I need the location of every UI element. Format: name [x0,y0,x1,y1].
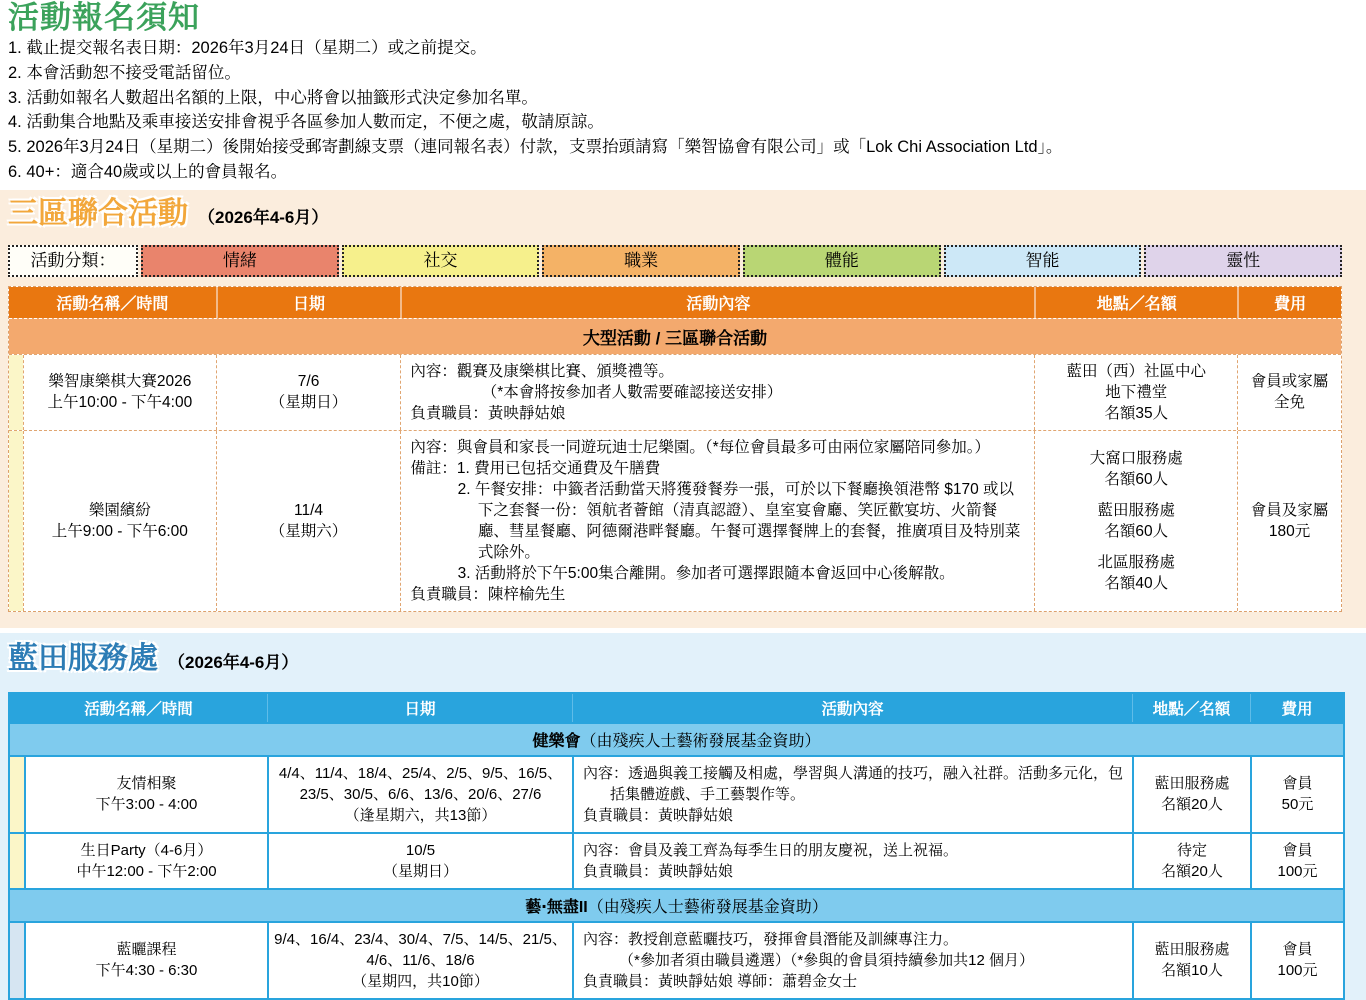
category-color-strip [9,431,23,611]
notice-item-1: 1. 截止提交報名表日期：2026年3月24日（星期二）或之前提交。 [8,39,487,57]
activity-dates: 4/6、11/6、18/6 [366,951,475,969]
fee-who: 會員 [1282,775,1313,793]
activity-date-cell [216,355,401,430]
activity-fee-cell [1237,355,1341,430]
section-lam-tin-centre [0,633,1366,1000]
notice-item-2: 2. 本會活動恕不接受電話留位。 [8,63,241,82]
content-line: 內容：與會員和家長一同遊玩迪士尼樂園。（*每位會員最多可由兩位家屬陪同參加。） [410,438,990,456]
col-header-location: 地點／名額 [1132,694,1250,722]
activity-content-cell [572,923,1132,998]
fee-amount: 100元 [1277,862,1318,880]
content-line: 負責職員：黃映靜姑娘 導師：蕭碧金女士 [583,972,858,990]
group-note: （由殘疾人士藝術發展基金資助） [587,898,828,916]
activity-date: 11/4 [294,501,324,519]
section2-period: （2026年4-6月） [168,652,299,672]
location-line: 藍田（西）社區中心 [1066,362,1207,380]
content-line: （*參加者須由職員遴選）（*參與的會員須持續參加共12 個月） [619,951,1035,969]
notice-item-3: 3. 活動如報名人數超出名額的上限，中心將會以抽籤形式決定參加名單。 [8,88,538,107]
col-header-content: 活動內容 [400,287,1034,318]
table2-group-header-1 [10,722,1343,755]
activity-weekday: （星期日） [269,394,348,412]
activity-name: 生日Party（4-6月） [80,841,213,859]
category-color-strip [10,757,24,832]
location-line: 藍田服務處 [1097,501,1176,519]
activity-name-cell [24,923,267,998]
activity-weekday: （星期四，共10節） [352,972,489,990]
content-line: 內容：會員及義工齊為每季生日的朋友慶祝，送上祝福。 [583,841,959,859]
group-name: 藝‧無盡II [525,898,588,916]
lam-tin-table [8,692,1345,1000]
legend-category-vocation: 職業 [542,245,740,277]
category-legend [8,245,1342,277]
content-line: 負責職員：陳梓榆先生 [410,585,566,603]
fee-who: 會員 [1282,941,1313,959]
activity-content-cell [572,757,1132,832]
activity-content-cell [400,355,1034,430]
content-line: 負責職員：黃映靜姑娘 [583,862,734,880]
fee-amount: 50元 [1281,796,1314,814]
table-row [10,832,1343,888]
activity-fee-cell [1250,923,1343,998]
activity-location-cell [1034,355,1237,430]
activity-name: 樂園繽紛 [88,501,151,519]
location-quota: 名額35人 [1104,404,1169,422]
fee-who: 會員及家屬 [1250,501,1329,519]
activity-time: 下午3:00 - 4:00 [95,796,198,814]
activity-content-cell [572,834,1132,888]
col-header-location: 地點／名額 [1034,287,1237,318]
activity-name-cell [23,355,216,430]
content-line: 2. 午餐安排：中籤者活動當天將獲發餐券一張，可於以下餐廳換領港幣 $170 或以下之套餐一份：領航者薈館（清真認證）、皇室宴會廳、笑匠歡宴坊、火箭餐廳、彗星餐廳、阿德爾港畔餐廳。午餐可選擇餐牌上的套餐，推廣項目及特別菜式除外。 [457,480,1021,561]
activity-location-cell [1132,834,1250,888]
activity-location-cell [1132,757,1250,832]
table2-group-header-2 [10,888,1343,921]
content-line: 內容：觀賽及康樂棋比賽、頒獎禮等。 [410,362,674,380]
activity-fee-cell [1237,431,1341,611]
activity-location-cell [1132,923,1250,998]
activity-name: 樂智康樂棋大賽2026 [48,373,192,391]
activity-weekday: （星期日） [382,862,458,880]
category-color-strip [10,923,24,998]
fee-amount: 全免 [1274,394,1306,412]
section1-period: （2026年4-6月） [198,207,329,227]
location-line: 地下禮堂 [1105,383,1168,401]
activity-date: 7/6 [297,373,320,391]
group-note: （由殘疾人士藝術發展基金資助） [580,732,821,750]
content-line: 負責職員：黃映靜姑娘 [583,806,734,824]
col-header-fee: 費用 [1237,287,1341,318]
activity-location-cell [1034,431,1237,611]
activity-time: 上午10:00 - 下午4:00 [47,394,193,412]
location-quota: 名額40人 [1104,574,1169,592]
col-header-fee: 費用 [1250,694,1343,722]
fee-amount: 100元 [1277,962,1318,980]
activity-name: 藍曬課程 [116,941,177,959]
legend-category-emotion: 情緒 [141,245,339,277]
col-header-date: 日期 [267,694,572,722]
location-line: 北區服務處 [1097,553,1176,571]
activity-time: 上午9:00 - 下午6:00 [51,522,188,540]
activity-name-cell [23,431,216,611]
registration-notice [0,0,1366,185]
location-quota: 名額60人 [1104,522,1169,540]
notice-item-4: 4. 活動集合地點及乘車接送安排會視乎各區參加人數而定，不便之處，敬請原諒。 [8,113,604,132]
fee-who: 會員或家屬 [1250,373,1329,391]
activity-date-cell [267,923,572,998]
activity-dates: 4/4、11/4、18/4、25/4、2/5、9/5、16/5、 [278,764,563,782]
activity-dates: 23/5、30/5、6/6、13/6、20/6、27/6 [299,785,542,803]
activity-name: 友情相聚 [116,775,177,793]
location-quota: 名額20人 [1161,862,1223,880]
section2-title-text: 藍田服務處 [8,641,158,675]
activity-date-cell [267,834,572,888]
content-line: 3. 活動將於下午5:00集合離開。參加者可選擇跟隨本會返回中心後解散。 [457,564,955,582]
fee-who: 會員 [1282,841,1313,859]
legend-category-intellect: 智能 [944,245,1142,277]
content-line: 內容：透過與義工接觸及相處，學習與人溝通的技巧，融入社群。活動多元化，包括集體遊戲、手工藝製作等。 [583,764,1124,803]
location-quota: 名額60人 [1104,470,1169,488]
col-header-name: 活動名稱／時間 [84,700,193,718]
col-header-date: 日期 [216,287,401,318]
location-quota: 名額10人 [1161,962,1223,980]
notice-item-5: 5. 2026年3月24日（星期二）後開始接受郵寄劃線支票（連同報名表）付款，支票抬頭請寫「樂智協會有限公司」或「Lok Chi Association Ltd」。 [8,138,1063,157]
page-title: 活動報名須知 [8,0,200,35]
activity-date-cell [267,757,572,832]
activity-dates: 9/4、16/4、23/4、30/4、7/5、14/5、21/5、 [274,930,567,948]
content-line: 負責職員：黃映靜姑娘 [410,404,566,422]
activity-time: 下午4:30 - 6:30 [95,962,198,980]
location-quota: 名額20人 [1161,796,1223,814]
activity-time: 中午12:00 - 下午2:00 [76,862,217,880]
activity-fee-cell [1250,757,1343,832]
activity-weekday: （星期六） [269,522,348,540]
location-line: 大窩口服務處 [1089,449,1183,467]
joint-activities-table [8,286,1342,612]
table-row [9,354,1341,430]
location-line: 藍田服務處 [1154,775,1230,793]
legend-category-spirit: 靈性 [1144,245,1342,277]
activity-name-cell [24,834,267,888]
content-line: 備註：1. 費用已包括交通費及午膳費 [410,459,661,477]
group-name: 健樂會 [532,732,581,750]
activity-name-cell [24,757,267,832]
content-line: 內容：教授創意藍曬技巧，發揮會員潛能及訓練專注力。 [583,930,959,948]
legend-category-social: 社交 [342,245,540,277]
activity-fee-cell [1250,834,1343,888]
table1-group-header: 大型活動 / 三區聯合活動 [9,318,1341,354]
legend-category-physical: 體能 [743,245,941,277]
section1-title-text: 三區聯合活動 [8,196,188,230]
table-row [10,755,1343,832]
activity-date-cell [216,431,401,611]
section2-title [8,639,1366,684]
fee-amount: 180元 [1268,522,1311,540]
category-color-strip [9,355,23,430]
activity-weekday: （逢星期六，共13節） [344,806,497,824]
activity-content-cell [400,431,1034,611]
location-line: 待定 [1176,841,1207,859]
table-row [10,921,1343,998]
category-color-strip [10,834,24,888]
table2-header-row [10,694,1343,722]
col-header-content: 活動內容 [572,694,1132,722]
content-line: （*本會將按參加者人數需要確認接送安排） [481,383,783,401]
section1-title [8,194,1366,239]
notice-item-6: 6. 40+：適合40歲或以上的會員報名。 [8,162,288,181]
location-line: 藍田服務處 [1154,941,1230,959]
table-row [9,430,1341,611]
activity-date: 10/5 [405,841,436,859]
table1-header-row [9,287,1341,318]
section-joint-activities [0,190,1366,628]
legend-label: 活動分類： [8,245,138,277]
col-header-name: 活動名稱／時間 [56,295,169,313]
